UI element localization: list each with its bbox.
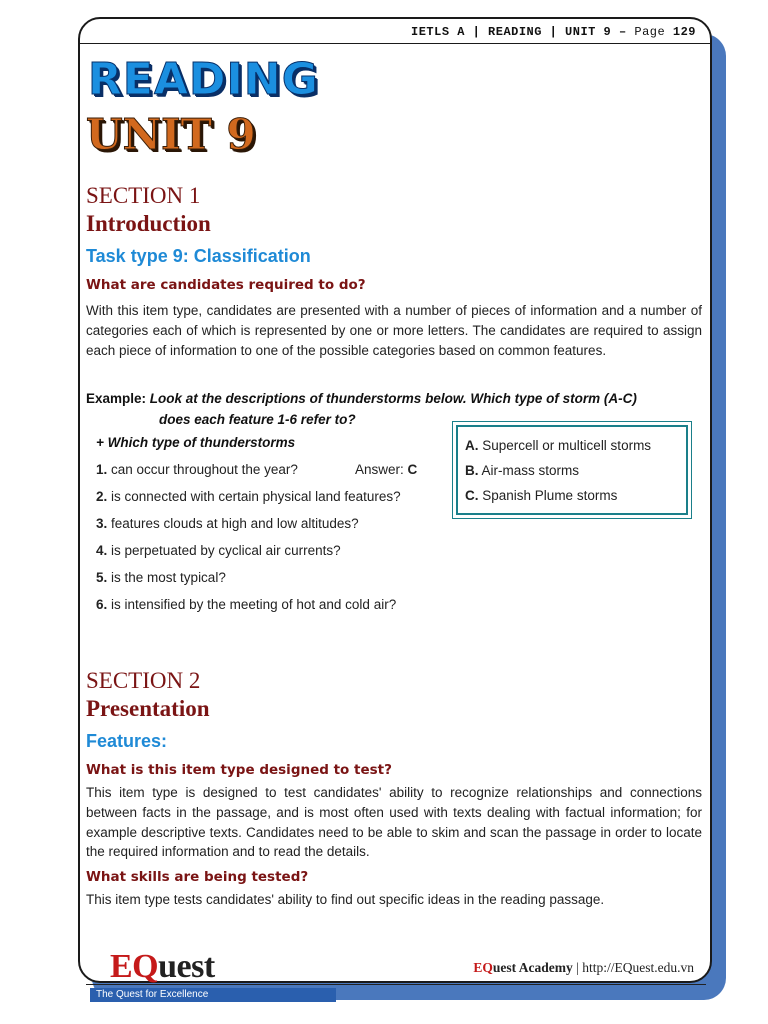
task-type-heading: Task type 9: Classification (86, 246, 311, 266)
equest-logo: EQuest (110, 948, 215, 985)
section2-label: SECTION 2 (86, 668, 201, 693)
footer-credit: EQuest Academy | http://EQuest.edu.vn (473, 960, 694, 975)
header-text: IETLS A | READING | UNIT 9 – (411, 25, 627, 39)
option-b: B. Air-mass storms (465, 463, 580, 478)
test-paragraph: This item type is designed to test candidates' ability to recognize relationships and connections between facts in the passage, and is most often used with texts dealing with factual information; for example descriptive texts. Candidates need to be able to skim and scan the passage in order to locate the required information and to read the details. (86, 785, 702, 860)
answer-value: C (407, 462, 418, 477)
section2-heading (86, 667, 210, 723)
header-page-number: 129 (672, 25, 696, 39)
list-item: 6. is intensified by the meeting of hot and cold air? (96, 597, 397, 612)
list-item: 3. features clouds at high and low altitudes? (96, 516, 359, 531)
options-box (452, 421, 692, 519)
example-line-2: does each feature 1-6 refer to? (159, 412, 356, 427)
header-divider (80, 43, 710, 44)
unit-title: UNIT 9 (86, 110, 256, 159)
running-header (411, 25, 696, 39)
list-heading: + Which type of thunderstorms (96, 435, 296, 450)
question-heading-1: What are candidates required to do? (86, 277, 366, 293)
section1-subtitle: Introduction (86, 211, 211, 236)
section1-label: SECTION 1 (86, 183, 201, 208)
list-item: 5. is the most typical? (96, 570, 226, 585)
answer-label: Answer: (355, 462, 404, 477)
question-heading-3: What skills are being tested? (86, 869, 309, 885)
question-heading-2: What is this item type designed to test? (86, 762, 392, 778)
section2-subtitle: Presentation (86, 696, 210, 721)
features-heading: Features: (86, 731, 168, 751)
skills-paragraph: This item type tests candidates' ability to find out specific ideas in the reading passage. (86, 892, 605, 907)
example-label: Example: (86, 391, 147, 406)
option-a: A. Supercell or multicell storms (465, 438, 652, 453)
tagline: The Quest for Excellence (96, 989, 209, 1000)
list-item: 4. is perpetuated by cyclical air currents? (96, 543, 341, 558)
intro-paragraph: With this item type, candidates are presented with a number of pieces of information and a number of categories each of which is represented by one or more letters. The candidates are required to assign each piece of information to one of the possible categories based on common features. (86, 303, 702, 358)
answer (355, 462, 417, 477)
example-line-1: Look at the descriptions of thunderstorms below. Which type of storm (A-C) (149, 391, 637, 406)
reading-title: READING (88, 54, 319, 105)
list-item: 1. can occur throughout the year? (96, 462, 298, 477)
option-c: C. Spanish Plume storms (465, 488, 618, 503)
header-page-label: Page (634, 25, 666, 39)
footer-url[interactable]: http://EQuest.edu.vn (582, 960, 694, 975)
list-item: 2. is connected with certain physical land features? (96, 489, 401, 504)
footer-divider (86, 984, 706, 985)
section1-heading (86, 182, 211, 238)
